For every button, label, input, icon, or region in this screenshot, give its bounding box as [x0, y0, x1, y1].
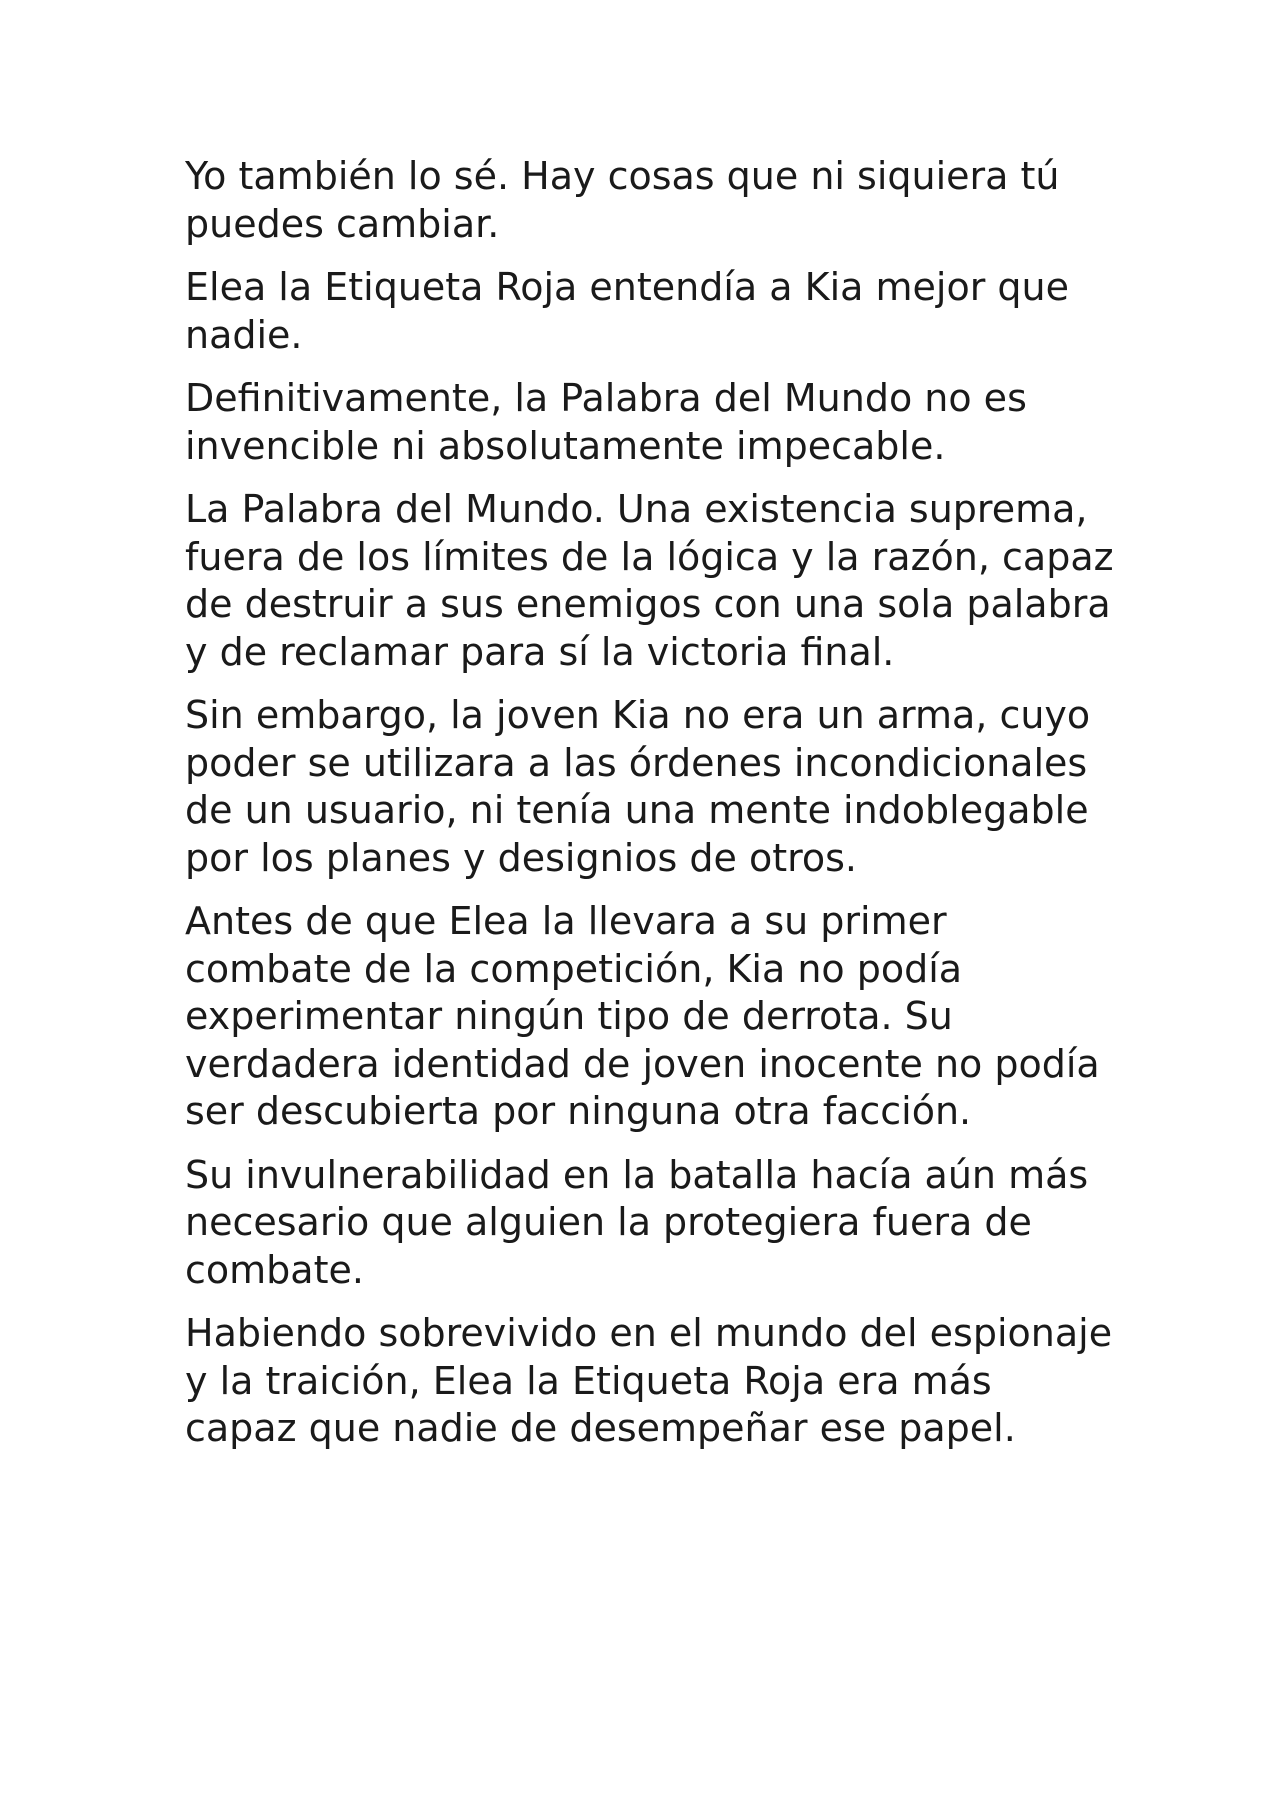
- paragraph-1: Yo también lo sé. Hay cosas que ni siquiera tú puedes cambiar.: [185, 154, 1060, 246]
- paragraph-5: Sin embargo, la joven Kia no era un arma, cuyo poder se utilizara a las órdenes incondicionales de un usuario, ni tenía una mente indoblegable por los planes y designios de otros.: [185, 693, 1091, 880]
- paragraph-4: La Palabra del Mundo. Una existencia suprema, fuera de los límites de la lógica y la razón, capaz de destruir a sus enemigos con una sola palabra y de reclamar para sí la victoria final.: [185, 487, 1114, 674]
- paragraph-3: Definitivamente, la Palabra del Mundo no es invencible ni absolutamente impecable.: [185, 376, 1027, 468]
- paragraph-2: Elea la Etiqueta Roja entendía a Kia mejor que nadie.: [185, 265, 1069, 357]
- paragraph-6: Antes de que Elea la llevara a su primer combate de la competición, Kia no podía experimentar ningún tipo de derrota. Su verdadera identidad de joven inocente no podía ser descubierta por ninguna otra facción.: [185, 899, 1100, 1133]
- document-page: [185, 153, 1115, 1469]
- paragraph-7: Su invulnerabilidad en la batalla hacía aún más necesario que alguien la protegiera fuera de combate.: [185, 1152, 1089, 1292]
- paragraph-8: Habiendo sobrevivido en el mundo del espionaje y la traición, Elea la Etiqueta Roja era más capaz que nadie de desempeñar ese papel.: [185, 1311, 1113, 1450]
